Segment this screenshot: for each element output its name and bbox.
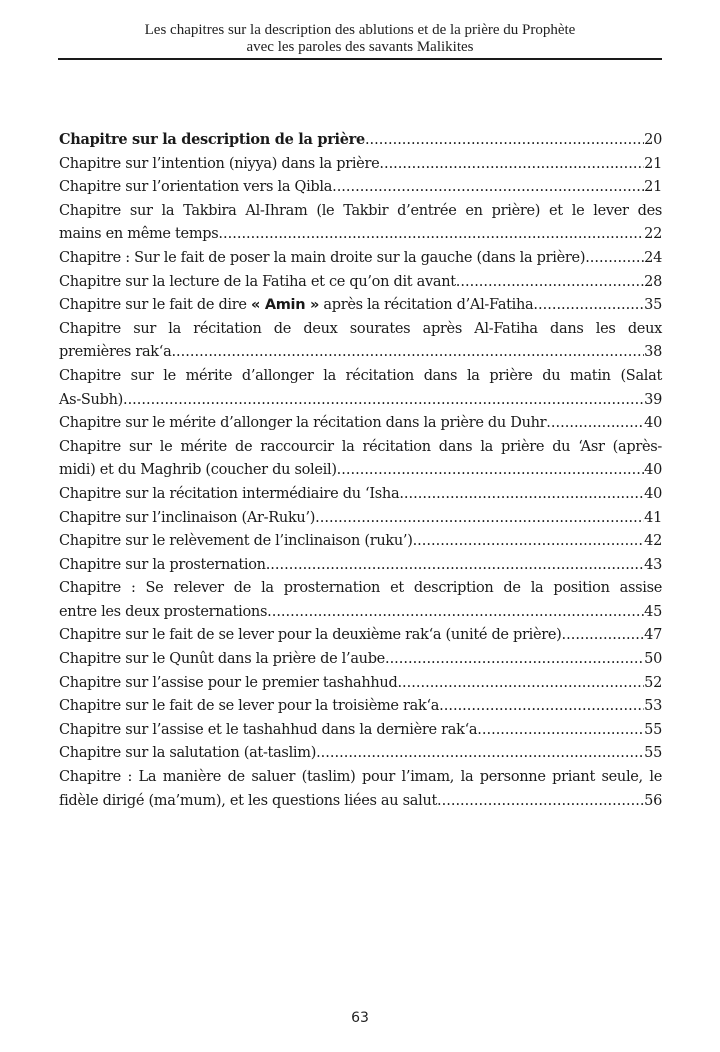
toc-entry[interactable] xyxy=(59,483,662,507)
toc-entry[interactable] xyxy=(59,153,662,177)
dot-leader xyxy=(456,271,644,295)
toc-entry-label: Chapitre sur le relèvement de l’inclinaison (ruku’) xyxy=(59,533,413,550)
toc-entry-label-post: après la récitation d’Al-Fatiha xyxy=(319,297,534,314)
toc-entry-label-line-1: Chapitre sur le mérite de raccourcir la récitation dans la prière du ‘Asr (après- xyxy=(59,438,662,455)
toc-entry-page: 22 xyxy=(644,226,662,243)
toc-entry-label-line-1: Chapitre sur la récitation de deux sourates après Al-Fatiha dans les deux xyxy=(59,320,662,337)
toc-entry-page: 40 xyxy=(644,415,662,432)
dot-leader xyxy=(315,507,644,531)
toc-entry[interactable] xyxy=(59,648,662,672)
toc-entry[interactable] xyxy=(59,318,662,365)
dot-leader xyxy=(546,412,644,436)
toc-entry[interactable] xyxy=(59,695,662,719)
toc-entry-label: entre les deux prosternations xyxy=(59,603,268,620)
toc-entry-page: 55 xyxy=(644,721,662,738)
toc-entry[interactable] xyxy=(59,412,662,436)
toc-entry-label: Chapitre sur le mérite d’allonger la récitation dans la prière du Duhr xyxy=(59,415,547,432)
toc-entry-label: Chapitre sur l’assise pour le premier tashahhud xyxy=(59,674,398,691)
toc-entry-label: Chapitre sur le fait de se lever pour la deuxième rak‘a (unité de prière) xyxy=(59,627,562,644)
toc-entry-label: Chapitre sur la lecture de la Fatiha et ce qu’on dit avant xyxy=(59,273,456,290)
dot-leader xyxy=(379,153,644,177)
toc-entry[interactable] xyxy=(59,271,662,295)
toc-entry-label: midi) et du Maghrib (coucher du soleil) xyxy=(59,462,337,479)
toc-entry-label: As-Subh) xyxy=(59,391,123,408)
dot-leader xyxy=(266,554,644,578)
dot-leader xyxy=(385,648,644,672)
toc-entry-label: fidèle dirigé (ma’mum), et les questions liées au salut xyxy=(59,792,438,809)
amin-emphasis: « Amin » xyxy=(251,297,320,314)
toc-entry-page: 21 xyxy=(644,155,662,172)
toc-entry[interactable] xyxy=(59,742,662,766)
toc-entry-label: premières rak‘a xyxy=(59,344,172,361)
dot-leader xyxy=(316,742,644,766)
dot-leader xyxy=(585,247,644,271)
dot-leader xyxy=(123,389,644,413)
toc-entry-page: 42 xyxy=(644,533,662,550)
running-header xyxy=(58,22,662,56)
toc-entry[interactable] xyxy=(59,766,662,813)
dot-leader xyxy=(218,223,644,247)
toc-entry-label: Chapitre sur la description de la prière xyxy=(59,131,365,148)
toc-entry-page: 45 xyxy=(644,603,662,620)
toc-entry-label: Chapitre sur l’inclinaison (Ar-Ruku’) xyxy=(59,509,316,526)
toc-entry[interactable] xyxy=(59,554,662,578)
toc-entry-page: 53 xyxy=(644,698,662,715)
toc-entry-label-line-1: Chapitre sur la Takbira Al-Ihram (le Takbir d’entrée en prière) et le lever des xyxy=(59,202,662,219)
toc-entry-page: 52 xyxy=(644,674,662,691)
toc-entry-label-pre: Chapitre sur le fait de dire xyxy=(59,297,251,314)
toc-entry-page: 40 xyxy=(644,462,662,479)
toc-entry[interactable] xyxy=(59,577,662,624)
dot-leader xyxy=(477,719,644,743)
toc-entry[interactable] xyxy=(59,672,662,696)
toc-entry[interactable] xyxy=(59,294,662,318)
toc-entry-page: 24 xyxy=(644,249,662,266)
table-of-contents xyxy=(59,128,662,813)
toc-entry[interactable] xyxy=(59,128,662,153)
toc-entry-label: Chapitre : Sur le fait de poser la main droite sur la gauche (dans la prière) xyxy=(59,249,586,266)
dot-leader xyxy=(399,483,644,507)
dot-leader xyxy=(562,624,645,648)
toc-entry-page: 28 xyxy=(644,273,662,290)
dot-leader xyxy=(397,672,644,696)
toc-entry-label: mains en même temps xyxy=(59,226,219,243)
dot-leader xyxy=(267,601,644,625)
dot-leader xyxy=(337,459,644,483)
running-header-line-2: avec les paroles des savants Malikites xyxy=(246,39,474,55)
dot-leader xyxy=(171,341,644,365)
dot-leader xyxy=(413,530,645,554)
toc-entry-label-line-1: Chapitre : Se relever de la prosternation et description de la position assise xyxy=(59,580,662,597)
toc-entry[interactable] xyxy=(59,247,662,271)
toc-entry-label: Chapitre sur le fait de se lever pour la troisième rak‘a xyxy=(59,698,440,715)
dot-leader xyxy=(533,294,644,318)
toc-entry[interactable] xyxy=(59,530,662,554)
toc-entry-label: Chapitre sur la prosternation xyxy=(59,556,266,573)
toc-entry-label: Chapitre sur le Qunût dans la prière de l’aube xyxy=(59,651,385,668)
toc-entry-label-line-1: Chapitre sur le mérite d’allonger la récitation dans la prière du matin (Salat xyxy=(59,367,662,384)
toc-entry[interactable] xyxy=(59,436,662,483)
page-number: 63 xyxy=(351,1010,369,1026)
toc-entry-page: 43 xyxy=(644,556,662,573)
toc-entry-label-line-1: Chapitre : La manière de saluer (taslim) pour l’imam, la personne priant seule, le xyxy=(59,769,662,786)
toc-entry-page: 56 xyxy=(644,792,662,809)
toc-entry-label: Chapitre sur la récitation intermédiaire du ‘Isha xyxy=(59,485,400,502)
dot-leader xyxy=(439,695,644,719)
dot-leader xyxy=(365,129,644,153)
dot-leader xyxy=(332,176,644,200)
toc-entry[interactable] xyxy=(59,176,662,200)
toc-entry[interactable] xyxy=(59,719,662,743)
running-header-line-1: Les chapitres sur la description des ablutions et de la prière du Prophète xyxy=(144,22,576,38)
toc-entry-page: 35 xyxy=(644,297,662,314)
toc-entry[interactable] xyxy=(59,624,662,648)
toc-entry-page: 55 xyxy=(644,745,662,762)
toc-entry-label: Chapitre sur l’orientation vers la Qibla xyxy=(59,179,333,196)
toc-entry-label: Chapitre sur l’intention (niyya) dans la prière xyxy=(59,155,380,172)
dot-leader xyxy=(437,790,644,814)
toc-entry-label: Chapitre sur la salutation (at-taslim) xyxy=(59,745,317,762)
toc-entry-page: 20 xyxy=(644,132,662,148)
toc-entry-label: Chapitre sur l’assise et le tashahhud dans la dernière rak‘a xyxy=(59,721,478,738)
toc-entry-label xyxy=(59,294,533,318)
toc-entry-page: 39 xyxy=(644,391,662,408)
toc-entry-page: 40 xyxy=(644,485,662,502)
toc-entry-page: 47 xyxy=(644,627,662,644)
header-divider xyxy=(58,58,662,60)
toc-entry-page: 41 xyxy=(644,509,662,526)
toc-entry-page: 50 xyxy=(644,651,662,668)
toc-entry-page: 38 xyxy=(644,344,662,361)
toc-entry-page: 21 xyxy=(644,179,662,196)
toc-entry[interactable] xyxy=(59,200,662,247)
toc-entry[interactable] xyxy=(59,507,662,531)
toc-entry[interactable] xyxy=(59,365,662,412)
